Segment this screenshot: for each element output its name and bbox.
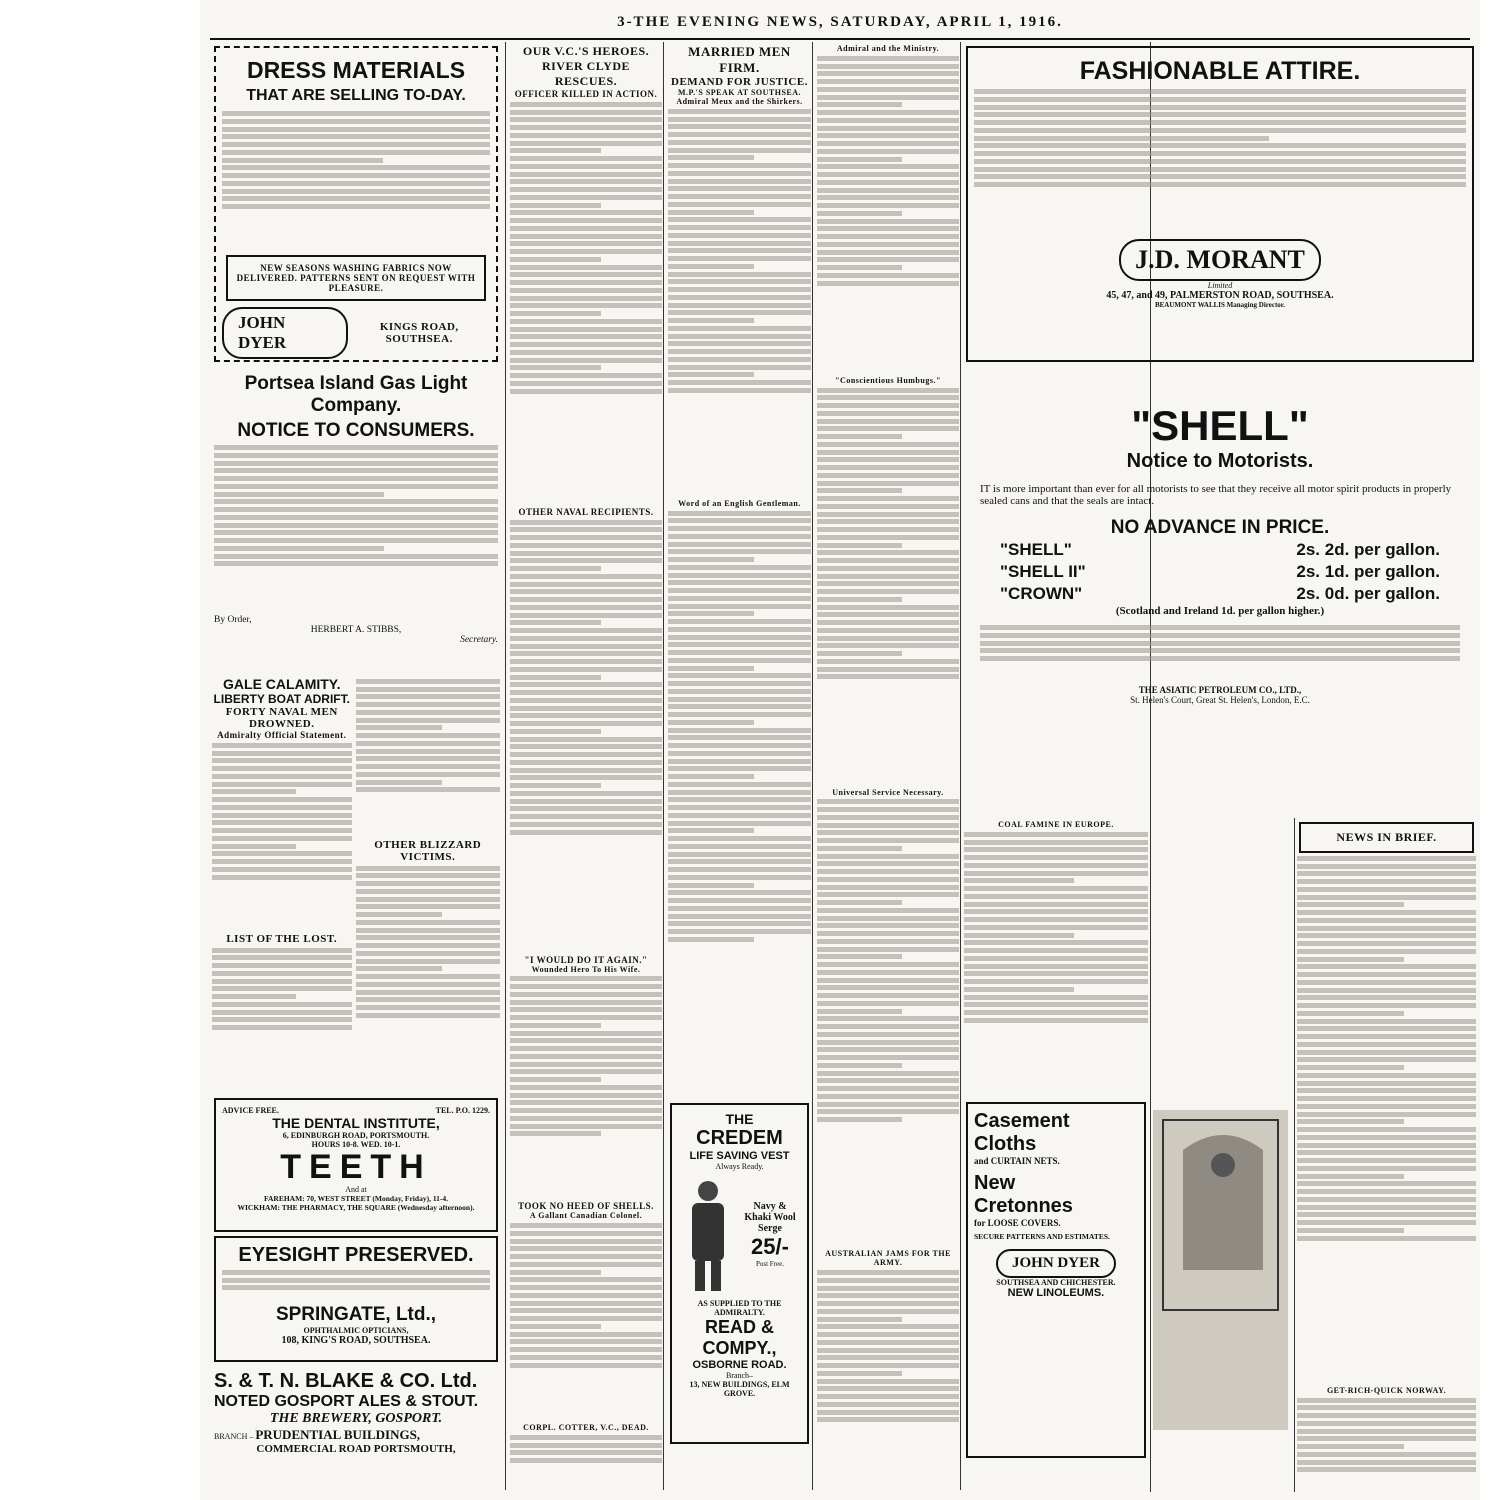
naval-body <box>510 520 662 955</box>
eyesight-address: 108, KING'S ROAD, SOUTHSEA. <box>281 1334 431 1346</box>
eyesight-role: OPHTHALMIC OPTICIANS, <box>303 1325 409 1335</box>
sailor-illustration-icon <box>678 1175 738 1295</box>
shells-body <box>510 1223 662 1423</box>
morant-limited: Limited <box>1207 281 1233 290</box>
gentleman-heading: Word of an English Gentleman. <box>678 498 801 508</box>
eyesight-body <box>222 1270 490 1304</box>
dental-ad <box>214 1098 498 1232</box>
shell-product-name: "SHELL" <box>1000 540 1072 559</box>
column-4 <box>815 42 961 1496</box>
credem-navy: Navy & Khaki Wool Serge <box>744 1201 796 1234</box>
dress-materials-ad <box>214 46 498 362</box>
casement-title-2: Cloths <box>974 1132 1037 1155</box>
newspaper-page <box>200 0 1480 1500</box>
shell-product-price: 2s. 2d. per gallon. <box>1296 540 1440 559</box>
morant-logo: J.D. MORANT <box>1119 239 1321 281</box>
married-subtitle: DEMAND FOR JUSTICE. <box>671 76 808 88</box>
dental-hours: HOURS 10-8. WED. 10-1. <box>311 1140 401 1149</box>
cretonnes-title-2: Cretonnes <box>974 1194 1073 1217</box>
bottom-news-row <box>962 818 1478 1492</box>
credem-price: 25/- <box>751 1234 789 1259</box>
dental-name: THE DENTAL INSTITUTE, <box>272 1115 440 1131</box>
eyesight-ad <box>214 1236 498 1362</box>
credem-post: Post Free. <box>756 1260 784 1268</box>
cotter-title: CORPL. COTTER, V.C., DEAD. <box>523 1423 649 1432</box>
shell-product-price: 2s. 1d. per gallon. <box>1296 562 1440 581</box>
blake-brewery: THE BREWERY, GOSPORT. <box>269 1411 443 1426</box>
shell-firm: THE ASIATIC PETROLEUM CO., LTD., <box>1138 685 1302 695</box>
blake-ad <box>210 1366 502 1459</box>
admiral-heading: Admiral and the Ministry. <box>836 44 940 53</box>
gale-subtitle-2: FORTY NAVAL MEN DROWNED. <box>225 706 338 730</box>
shell-body <box>980 625 1460 685</box>
column-3 <box>666 42 813 1496</box>
gas-notice-title: NOTICE TO CONSUMERS. <box>237 420 475 441</box>
column-1 <box>210 42 502 1492</box>
shell-price-list <box>980 539 1460 605</box>
gas-title: Portsea Island Gas Light Company. <box>244 373 468 416</box>
vc-subtitle-2: OFFICER KILLED IN ACTION. <box>514 89 658 99</box>
eyesight-firm: SPRINGATE, Ltd., <box>275 1303 437 1325</box>
other-victims-title: OTHER BLIZZARD VICTIMS. <box>374 838 482 863</box>
gas-role: Secretary. <box>460 635 498 645</box>
gas-signer: HERBERT A. STIBBS, <box>310 625 402 635</box>
shell-intro: IT is more important than ever for all motorists to see that they receive all motor spirit products in properly sealed cans and that the seals are intact. <box>980 483 1452 507</box>
married-subtitle-2: M.P.'S SPEAK AT SOUTHSEA. <box>677 88 802 97</box>
vc-body <box>510 102 662 507</box>
naval-title: OTHER NAVAL RECIPIENTS. <box>518 506 654 517</box>
gale-subtitle-3: Admiralty Official Statement. <box>217 730 347 740</box>
dental-fareham: FAREHAM: 70, WEST STREET (Monday, Friday), 11-4. <box>263 1194 449 1203</box>
cretonnes-title-3: for LOOSE COVERS. <box>974 1217 1061 1228</box>
shell-product-price: 2s. 0d. per gallon. <box>1296 584 1440 603</box>
dress-subtitle: THAT ARE SELLING TO-DAY. <box>246 87 466 104</box>
credem-elm: 13, NEW BUILDINGS, ELM GROVE. <box>689 1379 790 1398</box>
credem-ad <box>670 1103 809 1444</box>
conscientious-heading: "Conscientious Humbugs." <box>835 375 941 385</box>
shell-price-row <box>980 561 1460 583</box>
dental-wickham: WICKHAM: THE PHARMACY, THE SQUARE (Wednesday afternoon). <box>237 1203 475 1212</box>
vc-title: OUR V.C.'S HEROES. <box>522 44 650 58</box>
dental-tel: TEL. P.O. 1229. <box>435 1106 490 1115</box>
vc-subtitle: RIVER CLYDE RESCUES. <box>541 59 631 88</box>
blake-buildings: PRUDENTIAL BUILDINGS, <box>255 1427 421 1442</box>
john-dyer-logo-2: JOHN DYER <box>996 1249 1116 1278</box>
cretonnes-title-4: SECURE PATTERNS AND ESTIMATES. <box>974 1231 1110 1241</box>
coal-heading: COAL FAMINE IN EUROPE. <box>998 820 1114 829</box>
news-body <box>1297 856 1476 1386</box>
gas-body <box>214 445 498 615</box>
credem-ready: Always Ready. <box>715 1161 764 1171</box>
cotter-body <box>510 1435 662 1485</box>
column-divider <box>505 42 506 1490</box>
conscientious-body <box>817 388 959 788</box>
married-title: MARRIED MEN FIRM. <box>688 44 791 75</box>
fashion-body <box>974 89 1466 229</box>
credem-branch: Branch– <box>725 1370 754 1380</box>
gale-body <box>212 743 352 933</box>
casement-ad <box>966 1102 1146 1458</box>
casement-title-3: and CURTAIN NETS. <box>974 1155 1060 1166</box>
dress-address: KINGS ROAD, SOUTHSEA. <box>379 321 459 345</box>
fashion-title: FASHIONABLE ATTIRE. <box>1079 57 1361 85</box>
jams-heading: AUSTRALIAN JAMS FOR THE ARMY. <box>825 1249 951 1268</box>
gas-notice <box>210 366 502 674</box>
shell-product-name: "CROWN" <box>1000 584 1083 603</box>
masthead: 3-THE EVENING NEWS, SATURDAY, APRIL 1, 1916. <box>617 14 1063 30</box>
eyesight-title: EYESIGHT PRESERVED. <box>238 1244 474 1266</box>
universal-heading: Universal Service Necessary. <box>832 787 944 797</box>
gas-order: By Order, <box>214 615 252 625</box>
shell-advance: NO ADVANCE IN PRICE. <box>1110 517 1330 538</box>
blake-branch: BRANCH – <box>214 1432 254 1441</box>
john-dyer-logo: JOHN DYER <box>222 307 348 359</box>
blake-title: S. & T. N. BLAKE & CO. Ltd. <box>214 1370 478 1392</box>
dental-teeth: TEETH <box>280 1148 432 1186</box>
dental-address: 6, EDINBURGH ROAD, PORTSMOUTH. <box>282 1131 430 1140</box>
shell-subtitle: Notice to Motorists. <box>1126 450 1314 472</box>
morant-address: 45, 47, and 49, PALMERSTON ROAD, SOUTHSEA. <box>1106 290 1334 301</box>
news-heading: NEWS IN BRIEF. <box>1299 822 1474 853</box>
morant-director: BEAUMONT WALLIS Managing Director. <box>1154 301 1286 309</box>
shells-subtitle: A Gallant Canadian Colonel. <box>529 1211 643 1221</box>
admiral-body <box>817 56 959 376</box>
shell-note: (Scotland and Ireland 1d. per gallon higher.) <box>1115 605 1325 617</box>
gentleman-body <box>668 511 811 1101</box>
dyer-lino: NEW LINOLEUMS. <box>1007 1286 1105 1299</box>
woman-illustration-icon <box>1153 820 1288 1440</box>
blake-road: COMMERCIAL ROAD PORTSMOUTH, <box>256 1443 456 1455</box>
again-title: "I WOULD DO IT AGAIN." <box>524 954 648 965</box>
shell-price-row <box>980 583 1460 605</box>
shirkers-heading: Admiral Meux and the Shirkers. <box>676 97 803 106</box>
shell-title: "SHELL" <box>1131 402 1309 449</box>
married-body <box>668 109 811 499</box>
lost-title: LIST OF THE LOST. <box>226 932 338 945</box>
again-body <box>510 976 662 1201</box>
shells-title: TOOK NO HEED OF SHELLS. <box>518 1201 654 1212</box>
masthead-rule <box>210 38 1470 40</box>
missing-list <box>356 679 500 839</box>
universal-body <box>817 799 959 1249</box>
shell-ad <box>962 366 1478 818</box>
credem-name: CREDEM <box>696 1126 783 1149</box>
jams-body <box>817 1270 959 1480</box>
dental-advice: ADVICE FREE. <box>222 1106 279 1115</box>
column-5 <box>962 42 1478 1492</box>
norway-heading: GET-RICH-QUICK NORWAY. <box>1326 1385 1447 1395</box>
shell-price-row <box>980 539 1460 561</box>
shell-address: St. Helen's Court, Great St. Helen's, London, E.C. <box>1130 695 1310 705</box>
fashion-ad <box>966 46 1474 362</box>
dental-and: And at <box>345 1185 367 1194</box>
column-2 <box>508 42 664 1496</box>
gale-subtitle: LIBERTY BOAT ADRIFT. <box>213 692 350 706</box>
again-subtitle: Wounded Hero To His Wife. <box>531 964 641 974</box>
shell-product-name: "SHELL II" <box>1000 562 1086 581</box>
credem-road: OSBORNE ROAD. <box>692 1358 787 1371</box>
cretonnes-title-1: New <box>974 1171 1016 1194</box>
casement-title-1: Casement <box>974 1109 1070 1132</box>
gale-section <box>210 674 502 1094</box>
credem-the: THE <box>725 1110 754 1127</box>
gale-title: GALE CALAMITY. <box>223 676 341 692</box>
coal-body <box>964 832 1148 1100</box>
norway-body <box>1297 1398 1476 1493</box>
dress-price-list <box>222 111 490 251</box>
dress-title: DRESS MATERIALS <box>246 57 466 83</box>
credem-supplied: AS SUPPLIED TO THE ADMIRALTY. <box>697 1298 782 1317</box>
dyer-towns: SOUTHSEA AND CHICHESTER. <box>996 1277 1116 1287</box>
dress-notice: NEW SEASONS WASHING FABRICS NOW DELIVERED. PATTERNS SENT ON REQUEST WITH PLEASURE. <box>226 255 486 301</box>
lost-body <box>212 948 352 1068</box>
credem-firm: READ & COMPY., <box>702 1316 777 1358</box>
other-victims-body <box>356 866 500 1086</box>
credem-vest: LIFE SAVING VEST <box>689 1149 790 1162</box>
blake-subtitle: NOTED GOSPORT ALES & STOUT. <box>214 1393 479 1410</box>
